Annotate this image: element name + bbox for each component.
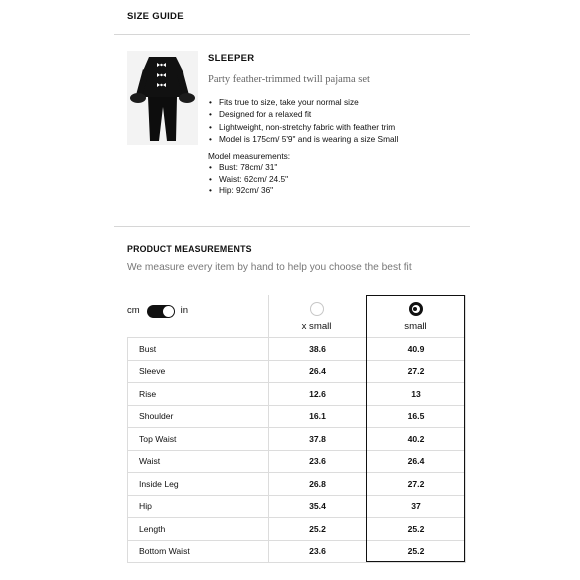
measurement-label: Waist [128, 450, 269, 473]
value-x-small: 38.6 [269, 338, 367, 361]
table-row [128, 540, 466, 563]
value-small: 27.2 [367, 360, 466, 383]
value-small: 27.2 [367, 473, 466, 496]
radio-selected-icon[interactable] [409, 302, 423, 316]
brand-name: SLEEPER [208, 53, 255, 64]
measurement-label: Bottom Waist [128, 540, 269, 563]
table-row [128, 450, 466, 473]
pajama-set-image [127, 51, 198, 145]
value-x-small: 35.4 [269, 495, 367, 518]
value-small: 25.2 [367, 540, 466, 563]
value-x-small: 37.8 [269, 428, 367, 451]
fit-note: • Fits true to size, take your normal size [208, 96, 398, 108]
table-row [128, 338, 466, 361]
measurement-label: Length [128, 518, 269, 541]
measurement-label: Bust [128, 338, 269, 361]
size-label: small [404, 321, 427, 332]
fit-notes-list [208, 96, 398, 146]
value-x-small: 23.6 [269, 450, 367, 473]
page-title: SIZE GUIDE [127, 11, 184, 22]
size-option-small[interactable] [367, 295, 464, 337]
value-x-small: 26.4 [269, 360, 367, 383]
model-measurement: • Hip: 92cm/ 36" [208, 185, 288, 197]
product-name: Party feather-trimmed twill pajama set [208, 74, 370, 85]
fit-note: • Lightweight, non-stretchy fabric with feather trim [208, 121, 398, 133]
measurements-table [127, 337, 466, 563]
measurement-label: Sleeve [128, 360, 269, 383]
unit-switch[interactable] [147, 305, 175, 318]
radio-unselected-icon[interactable] [310, 302, 324, 316]
value-x-small: 25.2 [269, 518, 367, 541]
unit-label-cm[interactable]: cm [127, 305, 140, 316]
fit-note: • Model is 175cm/ 5'9" and is wearing a size Small [208, 133, 398, 145]
measurement-label: Top Waist [128, 428, 269, 451]
table-row [128, 405, 466, 428]
value-x-small: 26.8 [269, 473, 367, 496]
measurement-label: Shoulder [128, 405, 269, 428]
fit-note: • Designed for a relaxed fit [208, 108, 398, 120]
measurement-label: Hip [128, 495, 269, 518]
value-small: 26.4 [367, 450, 466, 473]
model-measurements-heading: Model measurements: [208, 151, 291, 161]
value-small: 16.5 [367, 405, 466, 428]
table-row [128, 495, 466, 518]
measurements-title: PRODUCT MEASUREMENTS [127, 244, 252, 254]
measurement-label: Rise [128, 383, 269, 406]
value-small: 40.2 [367, 428, 466, 451]
section-divider [114, 226, 470, 227]
model-measurements-list [208, 162, 288, 197]
value-x-small: 23.6 [269, 540, 367, 563]
value-small: 25.2 [367, 518, 466, 541]
table-row [128, 383, 466, 406]
value-x-small: 12.6 [269, 383, 367, 406]
table-row [128, 518, 466, 541]
switch-knob [163, 306, 174, 317]
value-small: 37 [367, 495, 466, 518]
unit-label-in[interactable]: in [180, 305, 189, 316]
size-label: x small [301, 321, 332, 332]
model-measurement: • Bust: 78cm/ 31" [208, 162, 288, 174]
size-option-x-small[interactable] [268, 295, 365, 337]
pajama-set-illustration [127, 51, 198, 145]
measurements-subtitle: We measure every item by hand to help you choose the best fit [127, 262, 412, 273]
unit-toggle [127, 304, 188, 318]
value-small: 13 [367, 383, 466, 406]
table-row [128, 360, 466, 383]
measurement-label: Inside Leg [128, 473, 269, 496]
value-x-small: 16.1 [269, 405, 367, 428]
model-measurement: • Waist: 62cm/ 24.5" [208, 174, 288, 186]
value-small: 40.9 [367, 338, 466, 361]
table-row [128, 473, 466, 496]
header-divider [114, 34, 470, 35]
table-row [128, 428, 466, 451]
